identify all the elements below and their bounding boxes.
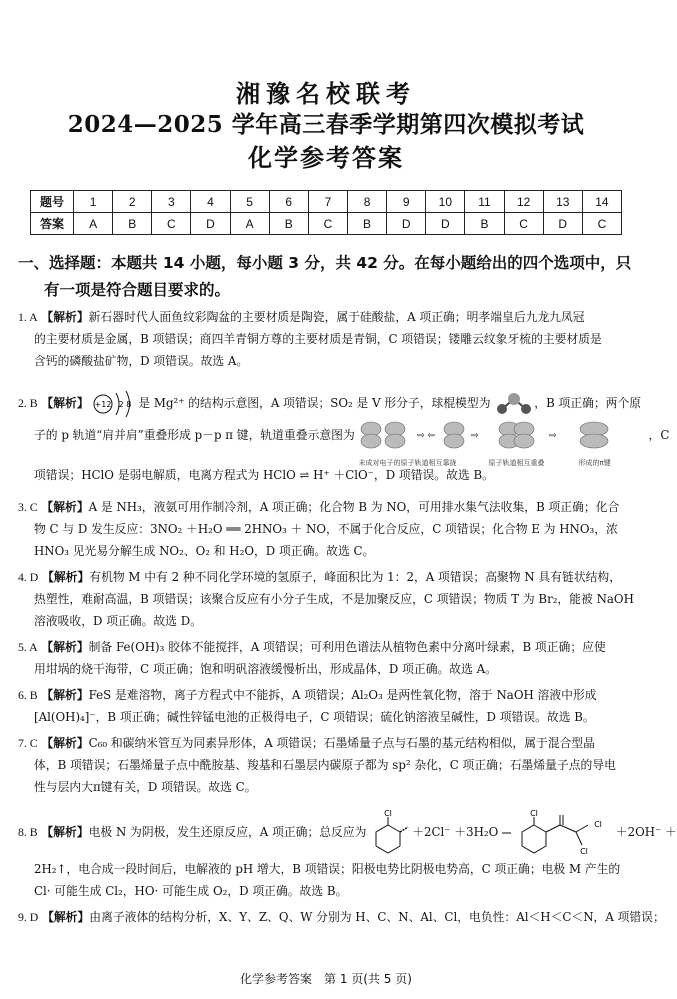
question-number-cell: 1 bbox=[74, 191, 113, 213]
q1-text-line1: 新石器时代人面鱼纹彩陶盆的主要材质是陶瓷，属于硅酸盐，A 项正确；明孝端皇后九龙九凤冠 bbox=[88, 310, 585, 324]
answer-cell: D bbox=[191, 213, 230, 235]
school-union-title: 湘豫名校联考 bbox=[236, 79, 416, 108]
question-number-cell: 14 bbox=[582, 191, 621, 213]
answer-cell: C bbox=[308, 213, 347, 235]
q1-text-line3: 含钙的磷酸盐矿物，D 项错误。故选 A。 bbox=[34, 354, 249, 368]
answer-cell: C bbox=[582, 213, 621, 235]
q2-tag: 【解析】 bbox=[41, 396, 89, 410]
reactant-structure bbox=[370, 809, 412, 857]
question-number-cell: 9 bbox=[387, 191, 426, 213]
explanation-q4 bbox=[18, 566, 638, 632]
nucleus-charge: +12 bbox=[94, 400, 112, 409]
q5-answer: 5. A bbox=[18, 640, 38, 654]
section-heading-line1: 一、选择题：本题共 14 小题，每小题 3 分，共 42 分。在每小题给出的四个选项中，只 bbox=[18, 254, 632, 272]
answer-row bbox=[31, 213, 622, 235]
q8-text-line2: 2H₂↑，电合成一段时间后，电解液的 pH 增大，B 项错误；阳极电势比阴极电势高，C 项正确；电极 M 产生的 bbox=[34, 862, 621, 876]
answer-table bbox=[30, 190, 622, 235]
orbital-caption-1: 未成对电子的原子轨道相互靠拢 bbox=[358, 459, 457, 467]
svg-text:⇨: ⇨ bbox=[548, 431, 557, 441]
answer-cell: C bbox=[152, 213, 191, 235]
question-number-cell: 12 bbox=[504, 191, 543, 213]
explanation-q3 bbox=[18, 496, 638, 562]
reaction-arrow bbox=[502, 828, 512, 838]
product-structure bbox=[516, 809, 616, 857]
q8-text-line1c: ＋2OH⁻ ＋ bbox=[615, 825, 677, 839]
q6-text-line1: FeS 是难溶物，离子方程式中不能拆，A 项错误；Al₂O₃ 是两性氧化物，溶于 NaOH 溶液中形成 bbox=[88, 688, 597, 702]
q9-answer: 9. D bbox=[18, 910, 39, 924]
question-number-cell: 5 bbox=[230, 191, 269, 213]
page-footer: 化学参考答案 第 1 页(共 5 页) bbox=[240, 972, 412, 986]
q2-text-line3: 项错误；HClO 是弱电解质，电离方程式为 HClO ⇌ H⁺ ＋ClO⁻，D 项错误。故选 B。 bbox=[34, 468, 494, 482]
q5-text-line2: 用坩埚的烧干海带，C 项正确；饱和明矾溶液缓慢析出，形成晶体，D 项正确。故选 A。 bbox=[34, 662, 497, 676]
q3-text-line2: 物 C 与 D 发生反应：3NO₂ ＋H₂O ══ 2HNO₃ ＋ NO，不属于化合反应，C 项错误；化合物 E 为 HNO₃，浓 bbox=[34, 522, 618, 536]
atom-structure-diagram bbox=[92, 389, 138, 419]
question-number-cell: 4 bbox=[191, 191, 230, 213]
q6-text-line2: [Al(OH)₄]⁻，B 项正确；碱性锌锰电池的正极得电子，C 项错误；硫化钠溶液呈碱性，D 项错误。故选 B。 bbox=[34, 710, 595, 724]
answer-cell: D bbox=[426, 213, 465, 235]
q4-text-line2: 热塑性，难耐高温，B 项错误；该聚合反应有小分子生成，不是加聚反应，C 项错误；物质 T 为 Br₂，能被 NaOH bbox=[34, 592, 634, 606]
q1-text-line2: 的主要材质是金属，B 项错误；商四羊青铜方尊的主要材质是青铜，C 项错误；镂雕云纹象牙梳的主要材质是 bbox=[34, 332, 602, 346]
q9-text-line1: 由离子液体的结构分析，X、Y、Z、Q、W 分别为 H、C、N、Al、Cl，电负性：Al＜H＜C＜N，A 项错误； bbox=[89, 910, 665, 924]
product-cl-label-2: Cl bbox=[593, 820, 602, 829]
svg-text:⇨ ⇦: ⇨ ⇦ bbox=[416, 431, 435, 441]
product-cl-label-1: Cl bbox=[529, 809, 538, 818]
explanation-q7 bbox=[18, 732, 638, 798]
explanation-q6 bbox=[18, 684, 638, 728]
answer-cell: A bbox=[74, 213, 113, 235]
question-number-cell: 2 bbox=[113, 191, 152, 213]
q5-text-line1: 制备 Fe(OH)₃ 胶体不能搅拌，A 项错误；可利用色谱法从植物色素中分离叶绿素，B 项正确；应使 bbox=[88, 640, 606, 654]
q2-text-line1a: 是 Mg²⁺ 的结构示意图，A 项错误；SO₂ 是 V 形分子，球棍模型为 bbox=[138, 396, 491, 410]
question-number-cell: 7 bbox=[308, 191, 347, 213]
q5-tag: 【解析】 bbox=[41, 640, 89, 654]
q7-text-line2: 体，B 项错误；石墨烯量子点中酰胺基、羧基和石墨层内碳原子都为 sp² 杂化，C 项正确；石墨烯量子点的导电 bbox=[34, 758, 616, 772]
row-label-answer: 答案 bbox=[31, 213, 74, 235]
q2-text-line1b: ，B 项正确；两个原 bbox=[534, 396, 642, 410]
question-number-row bbox=[31, 191, 622, 213]
q1-tag: 【解析】 bbox=[41, 310, 89, 324]
orbital-caption-3: 形成的π键 bbox=[578, 459, 611, 467]
q7-text-line3: 性与层内大π键有关，D 项错误。故选 C。 bbox=[34, 780, 257, 794]
electron-shells: 2 8 bbox=[119, 400, 132, 409]
q8-tag: 【解析】 bbox=[41, 825, 89, 839]
q8-text-line1a: 电极 N 为阴极，发生还原反应，A 项正确；总反应为 bbox=[88, 825, 367, 839]
question-number-cell: 13 bbox=[543, 191, 582, 213]
orbital-caption-2: 原子轨道相互重叠 bbox=[488, 459, 545, 467]
answer-cell: B bbox=[465, 213, 504, 235]
answer-cell: D bbox=[543, 213, 582, 235]
q3-tag: 【解析】 bbox=[41, 500, 89, 514]
q3-answer: 3. C bbox=[18, 500, 38, 514]
q7-answer: 7. C bbox=[18, 736, 38, 750]
q7-text-line1: C₆₀ 和碳纳米管互为同素异形体，A 项错误；石墨烯量子点与石墨的基元结构相似，属于混合型晶 bbox=[88, 736, 596, 750]
q8-answer: 8. B bbox=[18, 825, 38, 839]
explanation-q2 bbox=[18, 386, 670, 496]
row-label-number: 题号 bbox=[31, 191, 74, 213]
answer-cell: B bbox=[269, 213, 308, 235]
answer-cell: C bbox=[504, 213, 543, 235]
question-number-cell: 11 bbox=[465, 191, 504, 213]
explanation-q1 bbox=[18, 306, 638, 372]
q6-tag: 【解析】 bbox=[41, 688, 89, 702]
q7-tag: 【解析】 bbox=[41, 736, 89, 750]
question-number-cell: 8 bbox=[347, 191, 386, 213]
explanation-q5 bbox=[18, 636, 638, 680]
q3-text-line3: HNO₃ 见光易分解生成 NO₂、O₂ 和 H₂O，D 项正确。故选 C。 bbox=[34, 544, 375, 558]
explanation-q9 bbox=[18, 906, 665, 928]
q3-text-line1: A 是 NH₃，液氨可用作制冷剂，A 项正确；化合物 B 为 NO，可用排水集气法收集，B 项正确；化合 bbox=[88, 500, 620, 514]
question-number-cell: 3 bbox=[152, 191, 191, 213]
p-orbital-overlap-diagram bbox=[358, 420, 649, 467]
exam-title: 2024—2025 学年高三春季学期第四次模拟考试 bbox=[67, 111, 585, 138]
q2-text-line2a: 子的 p 轨道“肩并肩”重叠形成 p－p π 键，轨道重叠示意图为 bbox=[34, 428, 355, 442]
q8-text-line1b: ＋2Cl⁻ ＋3H₂O bbox=[412, 825, 499, 839]
explanation-list bbox=[18, 306, 677, 928]
answer-cell: B bbox=[113, 213, 152, 235]
q4-answer: 4. D bbox=[18, 570, 39, 584]
answer-title: 化学参考答案 bbox=[248, 143, 404, 172]
section-heading-line2: 有一项是符合题目要求的。 bbox=[44, 281, 231, 299]
q4-text-line1: 有机物 M 中有 2 种不同化学环境的氢原子，峰面积比为 1：2，A 项错误；高聚物 N 具有链状结构， bbox=[89, 570, 622, 584]
svg-text:⇨: ⇨ bbox=[470, 431, 479, 441]
q6-answer: 6. B bbox=[18, 688, 38, 702]
explanation-q8 bbox=[18, 806, 677, 906]
q8-text-line3: Cl· 可能生成 Cl₂，HO· 可能生成 O₂，D 项正确。故选 B。 bbox=[34, 884, 348, 898]
answer-cell: B bbox=[347, 213, 386, 235]
reactant-cl-label: Cl bbox=[384, 809, 393, 818]
q9-tag: 【解析】 bbox=[42, 910, 90, 924]
question-number-cell: 10 bbox=[426, 191, 465, 213]
question-number-cell: 6 bbox=[269, 191, 308, 213]
section-heading bbox=[18, 250, 638, 304]
q4-text-line3: 溶液吸收，D 项正确。故选 D。 bbox=[34, 614, 202, 628]
q4-tag: 【解析】 bbox=[42, 570, 90, 584]
answer-cell: A bbox=[230, 213, 269, 235]
q2-text-line2b: ，C bbox=[648, 428, 670, 442]
product-cl-label-3: Cl bbox=[579, 847, 588, 856]
so2-ball-stick-model bbox=[494, 391, 534, 417]
q2-answer: 2. B bbox=[18, 396, 38, 410]
answer-cell: D bbox=[387, 213, 426, 235]
q1-answer: 1. A bbox=[18, 310, 38, 324]
